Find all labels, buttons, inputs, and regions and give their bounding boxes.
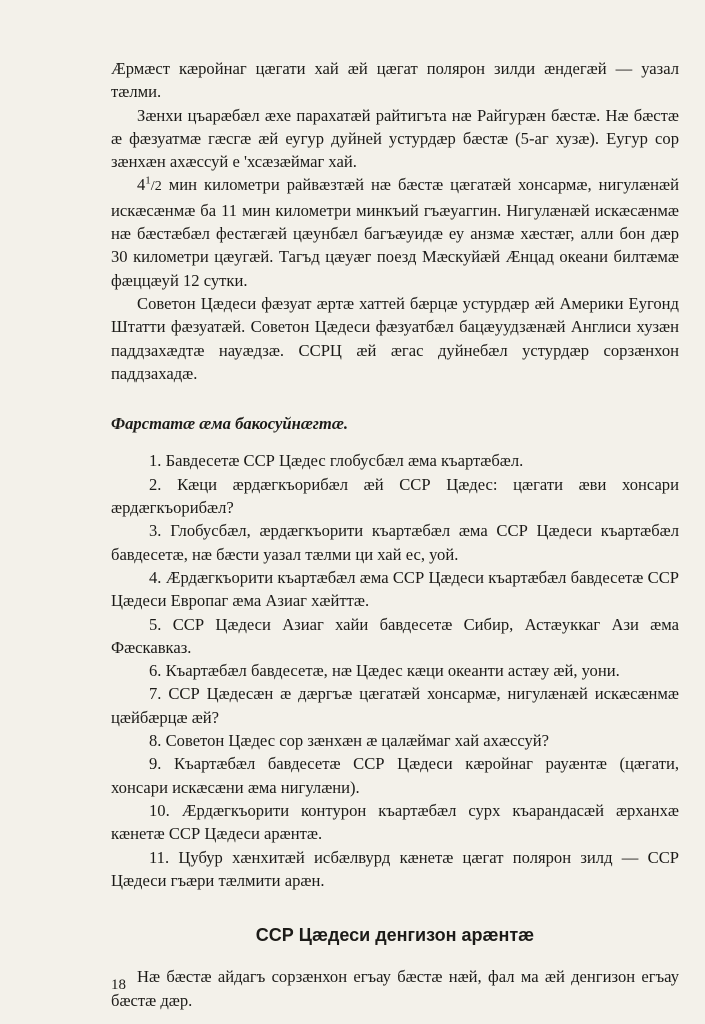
fraction-slash: / — [150, 179, 155, 195]
paragraph-2: Зæнхи цъарæбæл æхе парахатæй райтигъта нæ Райгурæн бæстæ. Нæ бæстæ æ фæзуатмæ гæсгæ æй еугур дуйней устурдæр бæстæ (5-аг хузæ). Еугур сор зæнхæн ахæссуй е 'хсæзæймаг хай. — [111, 105, 679, 172]
fraction-whole: 4 — [137, 175, 146, 195]
question-item: 9. Къартæбæл бавдесетæ ССР Цæдеси кæройнаг рауæнтæ (цæгати, хонсари искæсæни æма нигулæни). — [111, 754, 679, 797]
page-number: 18 — [111, 977, 126, 993]
questions-heading: Фарстатæ æма бакосуйнæгтæ. — [111, 414, 348, 434]
question-item: 4. Ӕрдæгкъорити къартæбæл æма ССР Цæдеси къартæбæл бавдесетæ ССР Цæдеси Европаг æма Азиаг хæйттæ. — [111, 567, 679, 611]
question-item: 5. ССР Цæдеси Азиаг хайи бавдесетæ Сибир, Астæуккаг Ази æма Фæскавказ. — [111, 614, 679, 657]
paragraph-4: Советон Цæдеси фæзуат æртæ хаттей бæрцæ устурдæр æй Америки Еугонд Штатти фæзуатæй. Советон Цæдеси фæзуатбæл бацæуудзæнæй Англиси хузæн паддзахæдтæ науæдзæ. ССРЦ æй æгас дуйнебæл устурдæр сорзæнхон паддзахадæ. — [111, 293, 679, 383]
question-item: 6. Къартæбæл бавдесетæ, нæ Цæдес кæци океанти астæу æй, уони. — [149, 661, 620, 681]
section-title: ССР Цæдеси денгизон арæнтæ — [255, 925, 535, 946]
fraction-numerator: 1 — [145, 174, 151, 187]
question-item: 2. Кæци æрдæгкъорибæл æй ССР Цæдес: цæгати æви хонсари æрдæгкъорибæл? — [111, 474, 679, 518]
question-item: 3. Глобусбæл, æрдæгкъорити къартæбæл æма ССР Цæдеси къартæбæл бавдесетæ, нæ бæсти уазал тæлми ци хай ес, уой. — [111, 521, 679, 564]
question-item: 10. Ӕрдæгкъорити контурон къартæбæл сурх къарандасæй æрханхæ кæнетæ ССР Цæдеси арæнтæ. — [111, 800, 679, 844]
paragraph-3 — [111, 173, 679, 291]
questions-list — [111, 449, 679, 892]
question-item: 7. ССР Цæдесæн æ дæргъæ цæгатæй хонсармæ, нигулæнæй искæсæнмæ цæйбæрцæ æй? — [111, 684, 679, 727]
question-item: 11. Цубур хæнхитæй исбæлвурд кæнетæ цæгат полярон зилд — ССР Цæдеси гъæри тæлмити арæн. — [111, 847, 679, 890]
question-item: 1. Бавдесетæ ССР Цæдес глобусбæл æма къартæбæл. — [149, 451, 524, 471]
paragraph-3-text: мин километри райвæзтæй нæ бæстæ цæгатæй хонсармæ, нигулæнæй искæсæнмæ ба 11 мин километри минкъий гъæуаггин. Нигулæнæй искæсæнмæ нæ бæстæбæл фестæгæй цæунбæл багъæуидæ еу анзмæ хæстæг, алли бон дæр 30 километри цæугæй. Тагъд цæуæг поезд Мæскуйæй Ӕнцад океани билтæмæ фæццæуй 12 сутки. — [111, 175, 679, 290]
paragraph-1: Ӕрмæст кæройнаг цæгати хай æй цæгат полярон зилди æндегæй — уазал тæлми. — [111, 59, 679, 102]
fraction-denominator: 2 — [154, 179, 162, 195]
question-item: 8. Советон Цæдес сор зæнхæн æ цалæймаг хай ахæссуй? — [149, 731, 550, 751]
section-paragraph: Нæ бæстæ айдагъ сорзæнхон егъау бæстæ нæй, фал ма æй денгизон егъау бæстæ дæр. — [111, 967, 679, 1010]
page-content — [111, 57, 679, 1012]
